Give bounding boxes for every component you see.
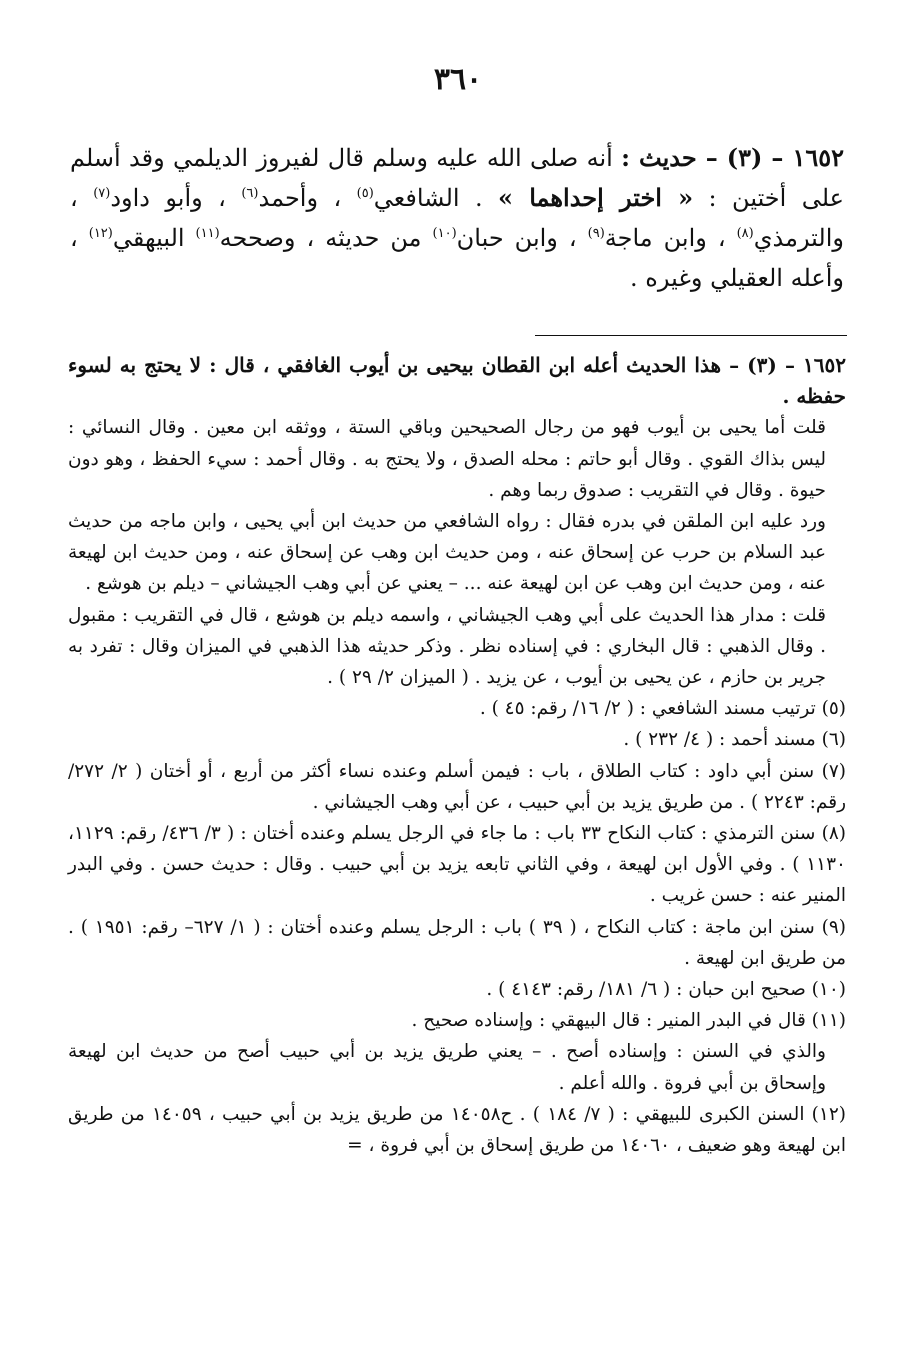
main-text (70, 138, 844, 298)
main-seg-5: ، وابن ماجة (604, 224, 726, 252)
footnote-11: (١١) قال في البدر المنير : قال البيهقي : وإسناده صحيح . (411, 1010, 846, 1032)
footnote-8: (٨) سنن الترمذي : كتاب النكاح ٣٣ باب : ما جاء في الرجل يسلم وعنده أختان : ( ٣/ ٤٣٦/ رقم: ١١٢٩، ١١٣٠ ) . وفي الأول ابن لهيعة ، وفي الثاني تابعه يزيد بن أبي حبيب . وقال : حديث حسن . وفي البدر المنير عنه : حسن غريب . (68, 823, 846, 907)
footnote-divider (535, 335, 847, 336)
footnote-11-continued: والذي في السنن : وإسناده أصح . – يعني طريق يزيد بن أبي حبيب أصح من حديث ابن لهيعة وإسحاق بن أبي فروة . والله أعلم . (68, 1041, 826, 1094)
footnote-7: (٧) سنن أبي داود : كتاب الطلاق ، باب : فيمن أسلم وعنده نساء أكثر من أربع ، أو أختان ( ٢/ ٢٧٢/ رقم: ٢٢٤٣ ) . من طريق يزيد بن أبي حبيب ، عن أبي وهب الجيشاني . (68, 760, 846, 813)
main-seg-6: ، وابن حبان (456, 224, 577, 252)
footnotes (68, 350, 846, 1161)
footnote-5: (٥) ترتيب مسند الشافعي : ( ٢/ ١٦/ رقم: ٤٥ ) . (479, 698, 846, 720)
main-seg-4: ، والترمذي (70, 184, 844, 252)
footnote-10: (١٠) صحيح ابن حبان : ( ٦/ ١٨١/ رقم: ٤١٤٣ ) . (486, 979, 846, 1001)
commentary-paragraph-3: قلت : مدار هذا الحديث على أبي وهب الجيشاني ، واسمه ديلم بن هوشع ، قال في التقريب : مقبول . وقال الذهبي : قال البخاري : في إسناده نظر . وذكر حديثه هذا الذهبي في الميزان وقال : تفرد به جرير بن حازم ، عن يحيى بن أيوب ، عن يزيد . ( الميزان ٢/ ٢٩ ) . (68, 604, 826, 689)
commentary-paragraph-2: ورد عليه ابن الملقن في بدره فقال : رواه الشافعي من حديث ابن أبي يحيى ، وابن ماجه من حديث عبد السلام بن حرب عن إسحاق عنه ، ومن حديث ابن وهب عن إسحاق عنه ، ومن حديث ابن لهيعة عنه ، ومن حديث ابن وهب عن ابن لهيعة عنه ... – يعني عن أبي وهب الجيشاني – ديلم بن هوشع . (68, 511, 826, 595)
main-seg-7: من حديثه ، وصححه (219, 224, 422, 252)
footnote-12: (١٢) السنن الكبرى للبيهقي : ( ٧/ ١٨٤ ) . ح١٤٠٥٨ من طريق يزيد بن أبي حبيب ، ١٤٠٥٩ من طريق ابن لهيعة وهو ضعيف ، ١٤٠٦٠ من طريق إسحاق بن أبي فروة ، = (68, 1103, 846, 1157)
main-seg-1: . الشافعي (373, 184, 483, 212)
footnote-9: (٩) سنن ابن ماجة : كتاب النكاح ، ( ٣٩ ) باب : الرجل يسلم وعنده أختان : ( ١/ ٦٢٧– رقم: ١٩٥١ ) . من طريق ابن لهيعة . (68, 916, 846, 969)
footnote-ref-9[interactable]: (٩) (587, 226, 605, 241)
footnote-head: ١٦٥٢ – (٣) – هذا الحديث أعله ابن القطان بيحيى بن أيوب الغافقي ، قال : لا يحتج به لسوء حفظه . (68, 353, 846, 409)
footnote-6: (٦) مسند أحمد : ( ٤/ ٢٣٢ ) . (623, 729, 846, 751)
footnote-ref-6[interactable]: (٦) (241, 186, 259, 201)
hadith-text: أنه صلى الله عليه وسلم قال لفيروز الديلمي وقد أسلم على أختين : (70, 144, 845, 212)
footnote-ref-11[interactable]: (١١) (195, 226, 220, 241)
main-seg-8: البيهقي (112, 224, 185, 252)
hadith-number: ١٦٥٢ – (٣) – حديث : (621, 143, 844, 172)
commentary-paragraph-1: قلت أما يحيى بن أيوب فهو من رجال الصحيحين وباقي الستة ، ووثقه ابن معين . وقال النسائي : ليس بذاك القوي . وقال أبو حاتم : محله الصدق ، ولا يحتج به . وقال أحمد : سيء الحفظ ، وهو دون حيوة . وقال في التقريب : صدوق ربما وهم . (68, 417, 826, 501)
main-seg-3: ، وأبو داود (110, 184, 226, 212)
footnote-ref-8[interactable]: (٨) (736, 226, 754, 241)
main-seg-2: ، وأحمد (258, 184, 342, 212)
main-seg-9: ، وأعله العقيلي وغيره . (70, 224, 844, 292)
footnote-ref-10[interactable]: (١٠) (432, 226, 457, 241)
footnote-ref-5[interactable]: (٥) (356, 186, 374, 201)
footnote-ref-7[interactable]: (٧) (93, 186, 111, 201)
page-number: ٣٦٠ (433, 62, 483, 97)
footnote-ref-12[interactable]: (١٢) (88, 226, 113, 241)
hadith-quote: « اختر إحداهما » (498, 183, 694, 212)
